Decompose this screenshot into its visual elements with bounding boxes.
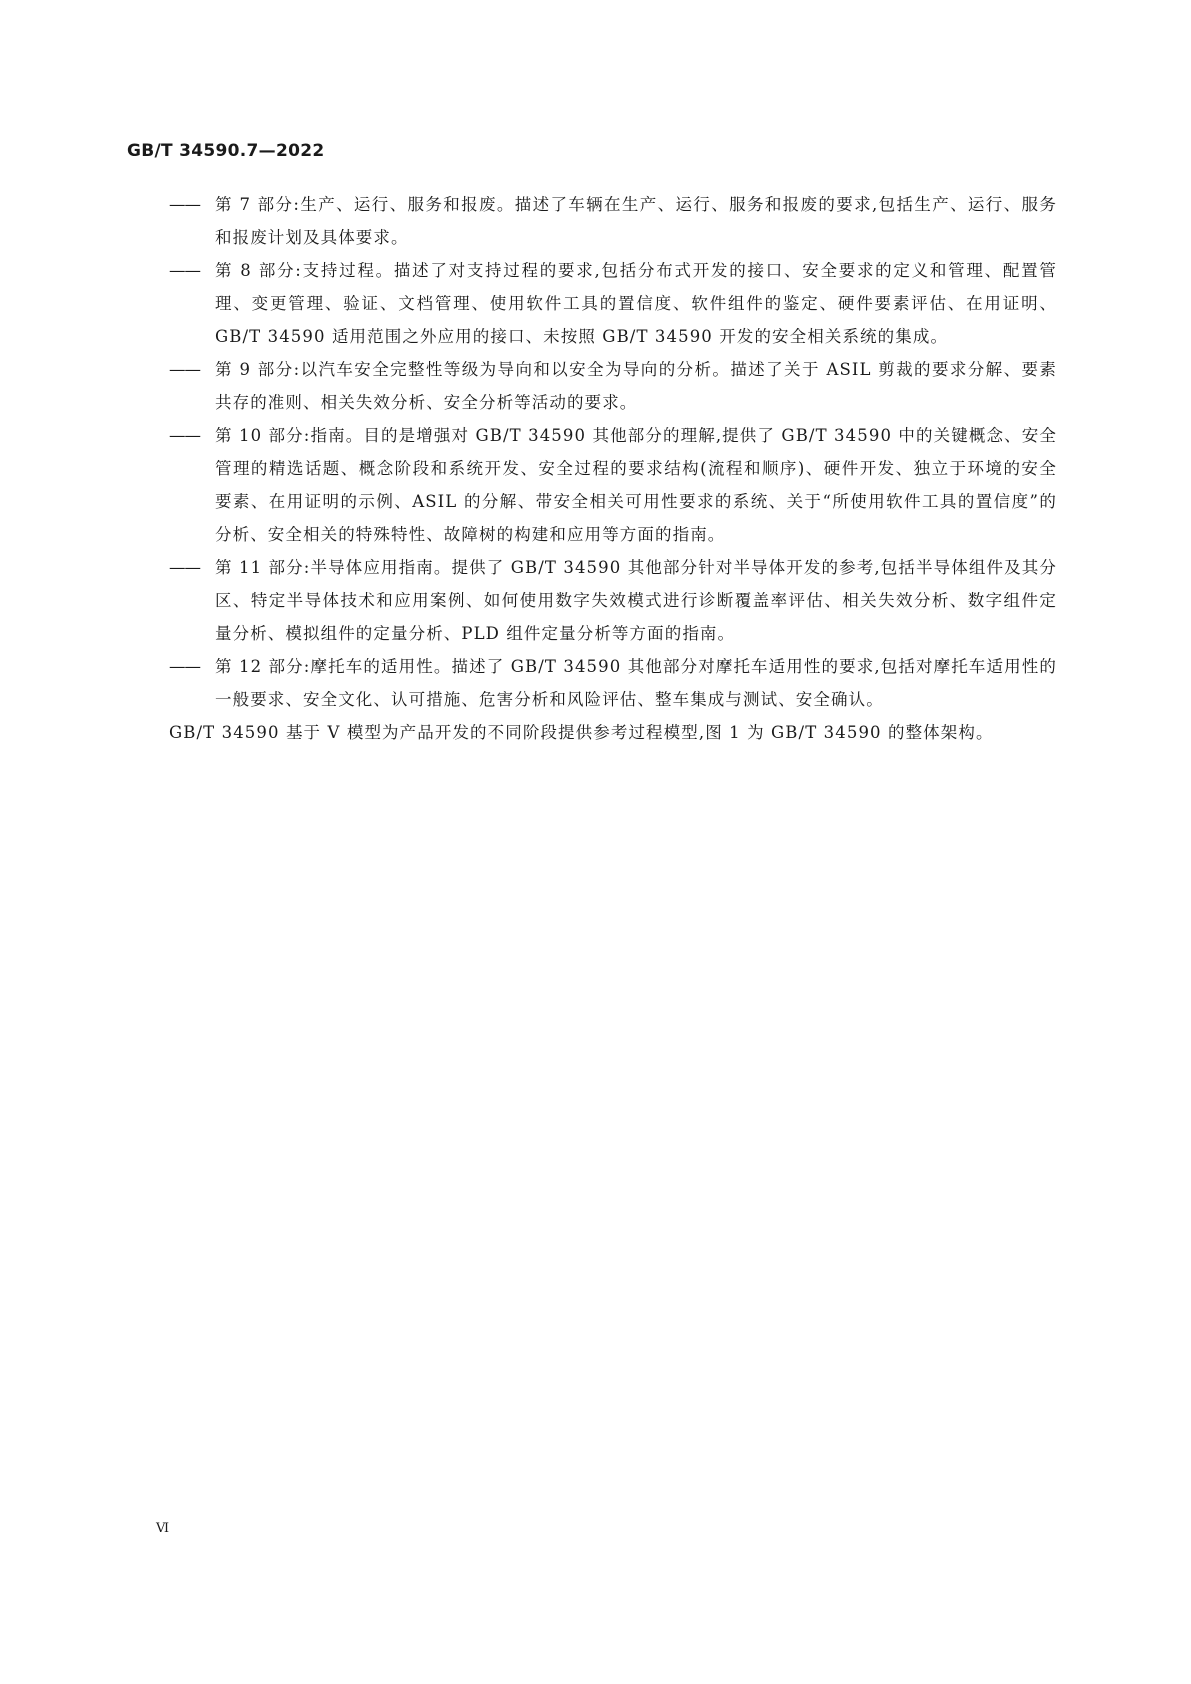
em-dash-marker: ——	[169, 360, 200, 379]
page-number: Ⅵ	[156, 1521, 170, 1536]
em-dash-marker: ——	[169, 426, 200, 445]
closing-paragraph: GB/T 34590 基于 V 模型为产品开发的不同阶段提供参考过程模型,图 1 为 GB/T 34590 的整体架构。	[169, 723, 994, 742]
em-dash-marker: ——	[169, 558, 200, 577]
list-item-part-11	[127, 551, 1057, 650]
standard-code-header: GB/T 34590.7—2022	[127, 141, 325, 161]
list-item-text: 第 7 部分:生产、运行、服务和报废。描述了车辆在生产、运行、服务和报废的要求,包括生产、运行、服务和报废计划及具体要求。	[215, 195, 1057, 247]
list-item-text: 第 9 部分:以汽车安全完整性等级为导向和以安全为导向的分析。描述了关于 ASIL 剪裁的要求分解、要素共存的准则、相关失效分析、安全分析等活动的要求。	[215, 360, 1057, 412]
document-body	[127, 188, 1057, 749]
em-dash-marker: ——	[169, 657, 200, 676]
list-item-text: 第 11 部分:半导体应用指南。提供了 GB/T 34590 其他部分针对半导体开发的参考,包括半导体组件及其分区、特定半导体技术和应用案例、如何使用数字失效模式进行诊断覆盖率评估、相关失效分析、数字组件定量分析、模拟组件的定量分析、PLD 组件定量分析等方面的指南。	[215, 558, 1057, 643]
list-item-part-12	[127, 650, 1057, 716]
list-item-text: 第 12 部分:摩托车的适用性。描述了 GB/T 34590 其他部分对摩托车适用性的要求,包括对摩托车适用性的一般要求、安全文化、认可措施、危害分析和风险评估、整车集成与测试、安全确认。	[215, 657, 1057, 709]
list-item-part-7	[127, 188, 1057, 254]
em-dash-marker: ——	[169, 195, 200, 214]
em-dash-marker: ——	[169, 261, 200, 280]
list-item-text: 第 8 部分:支持过程。描述了对支持过程的要求,包括分布式开发的接口、安全要求的定义和管理、配置管理、变更管理、验证、文档管理、使用软件工具的置信度、软件组件的鉴定、硬件要素评估、在用证明、GB/T 34590 适用范围之外应用的接口、未按照 GB/T 34590 开发的安全相关系统的集成。	[215, 261, 1057, 346]
list-item-part-8	[127, 254, 1057, 353]
list-item-text: 第 10 部分:指南。目的是增强对 GB/T 34590 其他部分的理解,提供了 GB/T 34590 中的关键概念、安全管理的精选话题、概念阶段和系统开发、安全过程的要求结构(流程和顺序)、硬件开发、独立于环境的安全要素、在用证明的示例、ASIL 的分解、带安全相关可用性要求的系统、关于“所使用软件工具的置信度”的分析、安全相关的特殊特性、故障树的构建和应用等方面的指南。	[215, 426, 1057, 544]
list-item-part-9	[127, 353, 1057, 419]
list-item-part-10	[127, 419, 1057, 551]
